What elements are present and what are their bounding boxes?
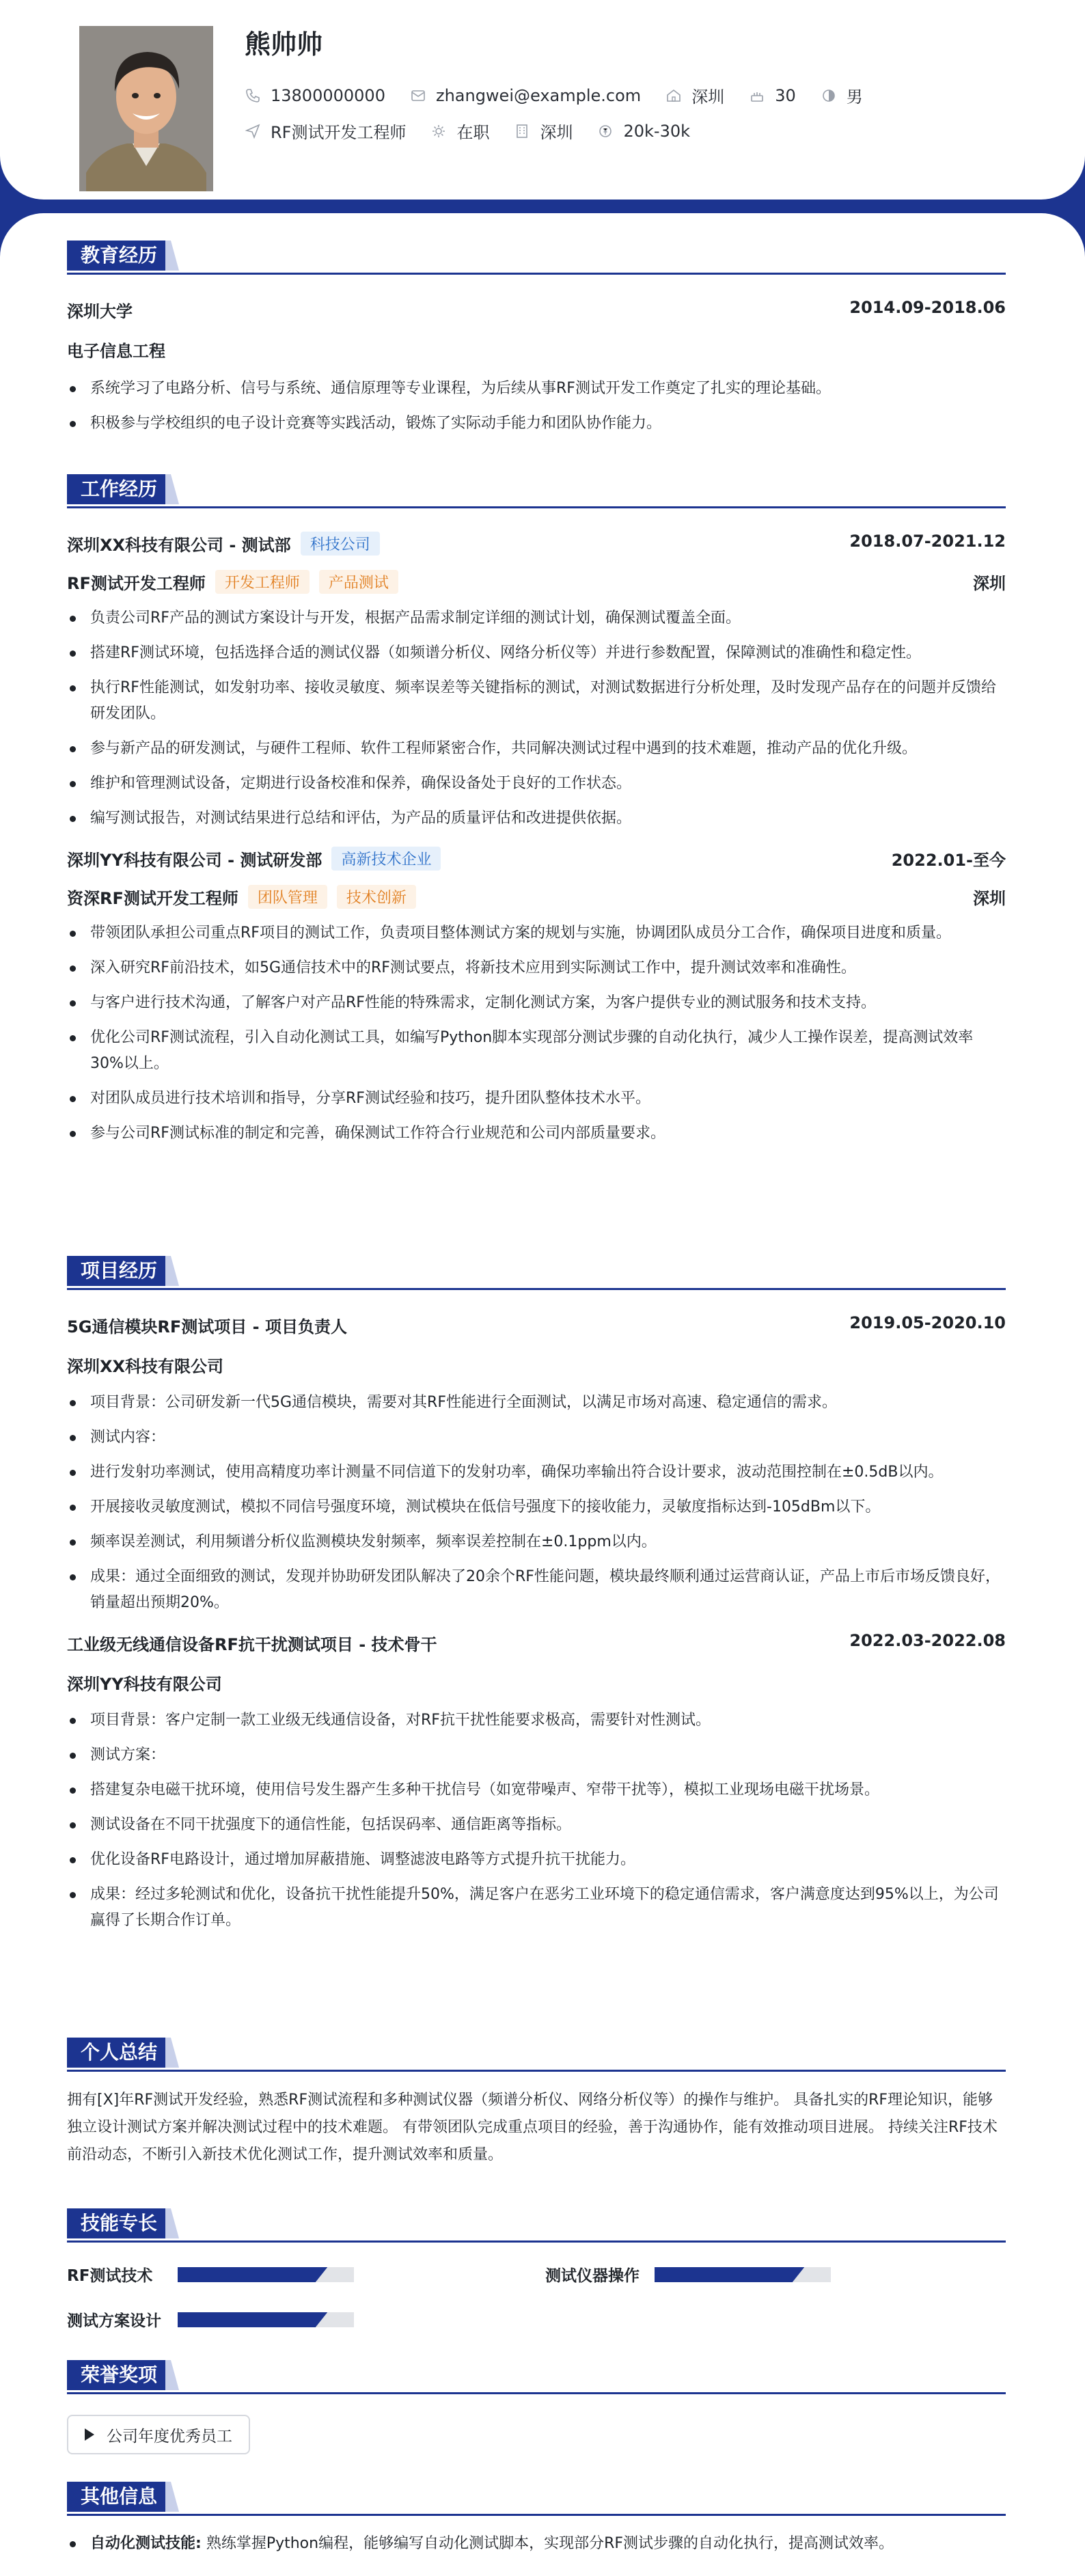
skill-bar [178, 2312, 354, 2327]
summary-section [67, 2038, 1006, 2169]
list-item: 带领团队承担公司重点RF项目的测试工作，负责项目整体测试方案的规划与实施，协调团队成员分工合作，确保项目进度和质量。 [67, 920, 1006, 946]
email-text: zhangwei@example.com [435, 85, 642, 105]
list-item: 系统学习了电路分析、信号与系统、通信原理等专业课程，为后续从事RF测试开发工作奠定了扎实的理论基础。 [67, 376, 1006, 402]
cake-icon [749, 87, 765, 104]
list-item: 优化设备RF电路设计，通过增加屏蔽措施、调整滤波电路等方式提升抗干扰能力。 [67, 1847, 1006, 1873]
other-bullets [67, 2531, 1006, 2557]
home-icon [665, 87, 682, 104]
email-item [410, 86, 641, 105]
section-header [67, 1256, 1006, 1290]
skill-name: 测试仪器操作 [545, 2267, 640, 2285]
job-bullets [67, 920, 1006, 1147]
project-period: 2019.05-2020.10 [849, 1313, 1006, 1332]
list-item: 开展接收灵敏度测试，模拟不同信号强度环境，测试模块在低信号强度下的接收能力，灵敏度指标达到-105dBm以下。 [67, 1494, 1006, 1520]
section-tail [165, 2208, 179, 2238]
skill-fill [178, 2267, 327, 2282]
project-header-row [67, 1631, 1006, 1656]
section-title: 个人总结 [67, 2038, 171, 2068]
education-section [67, 241, 1006, 446]
skill-bar [655, 2267, 831, 2282]
list-item: 负责公司RF产品的测试方案设计与开发，根据产品需求制定详细的测试计划，确保测试覆盖全面。 [67, 605, 1006, 631]
company-tag: 高新技术企业 [331, 847, 441, 871]
status-item [430, 119, 489, 143]
list-item: 参与新产品的研发测试，与硬件工程师、软件工程师紧密合作，共同解决测试过程中遇到的技术难题，推动产品的优化升级。 [67, 736, 1006, 762]
list-item: 成果：经过多轮测试和优化，设备抗干扰性能提升50%，满足客户在恶劣工业环境下的稳定通信需求，客户满意度达到95%以上，为公司赢得了长期合作订单。 [67, 1882, 1006, 1934]
school-name: 深圳大学 [67, 302, 133, 321]
job-company [67, 532, 380, 556]
age-item [749, 86, 796, 105]
list-item: 测试内容： [67, 1425, 1006, 1451]
section-title: 荣誉奖项 [67, 2360, 171, 2390]
phone-icon [245, 87, 261, 104]
role-name: 资深RF测试开发工程师 [67, 889, 238, 908]
section-header [67, 2482, 1006, 2516]
section-tail [165, 241, 179, 271]
list-item: 对团队成员进行技术培训和指导，分享RF测试经验和技巧，提升团队整体技术水平。 [67, 1086, 1006, 1112]
skill-fill [655, 2267, 804, 2282]
phone-text: 13800000000 [271, 85, 385, 105]
list-item: 进行发射功率测试，使用高精度功率计测量不同信道下的发射功率，确保功率输出符合设计要求，波动范围控制在±0.5dB以内。 [67, 1460, 1006, 1485]
list-item: 频率误差测试，利用频谱分析仪监测模块发射频率，频率误差控制在±0.1ppm以内。 [67, 1529, 1006, 1555]
job-role-row [67, 570, 1006, 594]
project-header-row [67, 1313, 1006, 1338]
skill-fill [178, 2312, 327, 2327]
section-title: 工作经历 [67, 474, 171, 504]
list-item: 测试设备在不同干扰强度下的通信性能，包括误码率、通信距离等指标。 [67, 1812, 1006, 1838]
money-icon [597, 123, 614, 139]
job-city: 深圳 [973, 889, 1006, 908]
gender-icon [821, 87, 837, 104]
mail-icon [410, 87, 426, 104]
company-tag: 科技公司 [301, 532, 380, 556]
gender-text: 男 [846, 87, 863, 107]
summary-text: 拥有[X]年RF测试开发经验，熟悉RF测试流程和多种测试仪器（频谱分析仪、网络分析仪等）的操作与维护。 具备扎实的RF理论知识，能够独立设计测试方案并解决测试过程中的技术难题。 有带领团队完成重点项目的经验，善于沟通协作，能有效推动项目进展。 持续关注RF技术前沿动态，不断引入新技术优化测试工作，提升测试效率和质量。 [67, 2092, 998, 2163]
list-item: 项目背景：公司研发新一代5G通信模块，需要对其RF性能进行全面测试，以满足市场对高速、稳定通信的需求。 [67, 1390, 1006, 1416]
list-item: 成果：通过全面细致的测试，发现并协助研发团队解决了20余个RF性能问题，模块最终顺利通过运营商认证，产品上市后市场反馈良好，销量超出预期20%。 [67, 1564, 1006, 1616]
status-text: 在职 [456, 123, 490, 142]
job-role [67, 885, 416, 909]
list-item: 编写测试报告，对测试结果进行总结和评估，为产品的质量评估和改进提供依据。 [67, 806, 1006, 832]
list-item: 优化公司RF测试流程，引入自动化测试工具，如编写Python脚本实现部分测试步骤的自动化执行，减少人工操作误差，提高测试效率30%以上。 [67, 1025, 1006, 1077]
position-text: RF测试开发工程师 [271, 123, 407, 142]
salary-item [597, 122, 690, 141]
project-company-row [67, 1353, 1006, 1378]
job-role [67, 570, 398, 594]
section-tail [165, 2038, 179, 2068]
project-name: 工业级无线通信设备RF抗干扰测试项目 - 技术骨干 [67, 1635, 437, 1654]
job-company [67, 847, 441, 871]
avatar-portrait-icon [79, 26, 213, 191]
building-icon [514, 123, 530, 139]
skills-section [67, 2208, 1006, 2331]
section-tail [165, 2482, 179, 2512]
list-item: 积极参与学校组织的电子设计竞赛等实践活动，锻炼了实际动手能力和团队协作能力。 [67, 411, 1006, 437]
major-name: 电子信息工程 [67, 342, 165, 361]
role-tag: 产品测试 [319, 570, 398, 594]
list-item: 搭建RF测试环境，包括选择合适的测试仪器（如频谱分析仪、网络分析仪等）并进行参数配置，保障测试的准确性和稳定性。 [67, 640, 1006, 666]
job-role-row [67, 885, 1006, 909]
job-header-row [67, 847, 1006, 871]
role-name: RF测试开发工程师 [67, 574, 206, 593]
position-item [245, 119, 406, 143]
list-item: 参与公司RF测试标准的制定和完善，确保测试工作符合行业规范和公司内部质量要求。 [67, 1121, 1006, 1147]
projects-section [67, 1256, 1006, 1943]
section-title: 教育经历 [67, 241, 171, 271]
list-item: 与客户进行技术沟通，了解客户对产品RF性能的特殊需求，定制化测试方案，为客户提供专业的测试服务和技术支持。 [67, 990, 1006, 1016]
skill-name: RF测试技术 [67, 2267, 153, 2285]
job-intent-row [245, 119, 715, 143]
role-tag: 团队管理 [248, 885, 327, 909]
award-text: 公司年度优秀员工 [107, 2427, 232, 2445]
list-item: 搭建复杂电磁干扰环境，使用信号发生器产生多种干扰信号（如宽带噪声、窄带干扰等），模拟工业现场电磁干扰场景。 [67, 1777, 1006, 1803]
target-city-item [514, 119, 573, 143]
play-icon [85, 2428, 94, 2441]
role-tag: 技术创新 [337, 885, 416, 909]
salary-text: 20k-30k [623, 121, 691, 141]
project-name: 5G通信模块RF测试项目 - 项目负责人 [67, 1317, 347, 1337]
job-header-row [67, 532, 1006, 556]
company-name: 深圳YY科技有限公司 - 测试研发部 [67, 851, 322, 870]
job-bullets [67, 605, 1006, 832]
section-tail [165, 474, 179, 504]
job-city: 深圳 [973, 574, 1006, 593]
list-item: 深入研究RF前沿技术，如5G通信技术中的RF测试要点，将新技术应用到实际测试工作中，提升测试效率和准确性。 [67, 955, 1006, 981]
job-period: 2022.01-至今 [891, 851, 1006, 870]
contact-row [245, 83, 888, 107]
project-bullets [67, 1390, 1006, 1616]
section-header [67, 2360, 1006, 2394]
education-period: 2014.09-2018.06 [849, 298, 1006, 317]
section-title: 技能专长 [67, 2208, 171, 2238]
city-item [665, 83, 724, 107]
honors-section [67, 2360, 1006, 2394]
gender-item [821, 83, 863, 107]
project-company-row [67, 1671, 1006, 1695]
skill-name: 测试方案设计 [67, 2312, 161, 2330]
candidate-name: 熊帅帅 [245, 29, 323, 59]
role-tag: 开发工程师 [215, 570, 310, 594]
phone-item [245, 86, 385, 105]
profile-header [0, 0, 1085, 200]
education-row [67, 298, 1006, 323]
section-header [67, 2038, 1006, 2072]
section-title: 其他信息 [67, 2482, 171, 2512]
education-bullets [67, 376, 1006, 437]
section-header [67, 2208, 1006, 2243]
award-badge [67, 2415, 250, 2454]
age-text: 30 [775, 85, 796, 105]
list-item: 测试方案： [67, 1742, 1006, 1768]
send-icon [245, 123, 261, 139]
section-tail [165, 2360, 179, 2390]
city-text: 深圳 [691, 87, 725, 107]
list-item: 执行RF性能测试，如发射功率、接收灵敏度、频率误差等关键指标的测试，对测试数据进行分析处理，及时发现产品存在的问题并反馈给研发团队。 [67, 675, 1006, 727]
gear-icon [430, 123, 447, 139]
section-header [67, 241, 1006, 275]
project-company: 深圳YY科技有限公司 [67, 1675, 222, 1694]
company-name: 深圳XX科技有限公司 - 测试部 [67, 536, 291, 555]
job-period: 2018.07-2021.12 [849, 532, 1006, 551]
avatar [79, 26, 213, 191]
other-label: 自动化测试技能: [90, 2535, 202, 2552]
project-period: 2022.03-2022.08 [849, 1631, 1006, 1650]
list-item: 项目背景：客户定制一款工业级无线通信设备，对RF抗干扰性能要求极高，需要针对性测试。 [67, 1708, 1006, 1734]
list-item [67, 2531, 1006, 2557]
section-title: 项目经历 [67, 1256, 171, 1286]
other-section [67, 2482, 1006, 2566]
work-section [67, 474, 1006, 1155]
other-text: 熟练掌握Python编程，能够编写自动化测试脚本，实现部分RF测试步骤的自动化执行，提高测试效率。 [206, 2535, 894, 2552]
target-city-text: 深圳 [540, 123, 573, 142]
section-tail [165, 1256, 179, 1286]
project-company: 深圳XX科技有限公司 [67, 1357, 224, 1376]
major-row [67, 338, 1006, 362]
skill-bar [178, 2267, 354, 2282]
list-item: 维护和管理测试设备，定期进行设备校准和保养，确保设备处于良好的工作状态。 [67, 771, 1006, 797]
section-header [67, 474, 1006, 508]
project-bullets [67, 1708, 1006, 1934]
